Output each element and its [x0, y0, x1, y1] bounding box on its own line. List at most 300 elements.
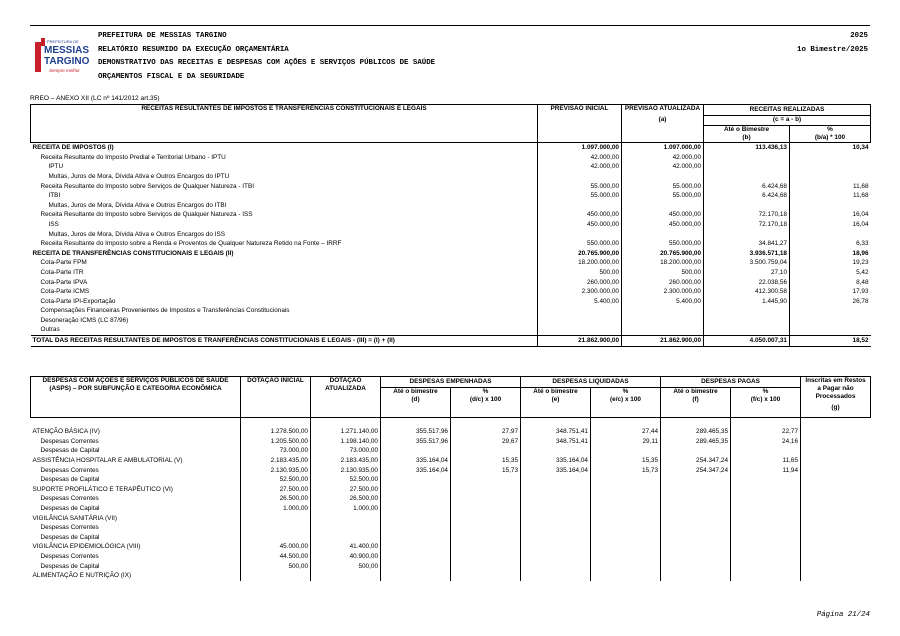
- receita-label: Outras: [40, 326, 60, 334]
- receita-total-ate: 4.050.007,31: [704, 336, 790, 347]
- page-number: Página 21/24: [816, 611, 870, 619]
- despesa-label: ASSISTÊNCIA HOSPITALAR E AMBULATORIAL (V): [32, 456, 183, 464]
- col-restos-a-pagar-label: Inscritas em Restos a Pagar não Processados: [805, 377, 866, 400]
- receita-row: [31, 191, 871, 201]
- despesa-empenhada-pct: [451, 533, 521, 543]
- despesa-restos-a-pagar: [801, 533, 871, 543]
- despesa-label: Despesas Correntes: [40, 437, 99, 445]
- receita-percent: [790, 316, 871, 326]
- despesa-empenhada: [381, 504, 451, 514]
- col-previsao-atualizada: [622, 105, 704, 143]
- despesa-empenhada: [381, 533, 451, 543]
- col-emp-ate: [381, 387, 451, 417]
- despesa-row: [31, 466, 871, 476]
- receita-previsao-inicial: 1.097.000,00: [538, 143, 622, 153]
- receita-previsao-atualizada: [622, 306, 704, 316]
- receita-row: [31, 182, 871, 192]
- svg-text:PREFEITURA DE: PREFEITURA DE: [47, 39, 79, 44]
- col-ate-bimestre: [704, 126, 790, 143]
- despesa-liquidada-pct: 15,73: [591, 466, 661, 476]
- despesa-dotacao-atualizada: 2.183.435,00: [311, 456, 381, 466]
- despesa-paga-pct: [731, 494, 801, 504]
- receita-row: [31, 316, 871, 326]
- receita-previsao-atualizada: 18.200.000,00: [622, 258, 704, 268]
- despesa-restos-a-pagar: [801, 542, 871, 552]
- col-liq-ate-key: (e): [551, 395, 560, 403]
- report-header: [30, 25, 870, 82]
- despesa-liquidada: [521, 514, 591, 524]
- despesa-empenhada: 335.164,04: [381, 456, 451, 466]
- receita-ate-bimestre: [704, 230, 790, 240]
- despesa-liquidada: 348.751,41: [521, 437, 591, 447]
- despesa-paga-pct: [731, 446, 801, 456]
- despesa-paga-pct: [731, 542, 801, 552]
- despesa-liquidada: [521, 542, 591, 552]
- despesa-liquidada: [521, 533, 591, 543]
- despesa-paga-pct: [731, 533, 801, 543]
- despesa-row: [31, 427, 871, 437]
- despesa-paga-pct: [731, 485, 801, 495]
- despesa-empenhada: [381, 571, 451, 581]
- receita-total-label: TOTAL DAS RECEITAS RESULTANTES DE IMPOSTOS E TRANFERÊNCIAS CONSTITUCIONAIS E LEGAIS - (III) = (I) + (II): [31, 336, 538, 347]
- receita-previsao-atualizada: 42.000,00: [622, 153, 704, 163]
- receita-percent: 18,96: [790, 249, 871, 259]
- despesa-liquidada-pct: 15,35: [591, 456, 661, 466]
- receita-percent: [790, 201, 871, 211]
- despesa-restos-a-pagar: [801, 446, 871, 456]
- despesa-dotacao-atualizada: 40.900,00: [311, 552, 381, 562]
- col-previsao-atualizada-key: (a): [658, 116, 667, 123]
- despesa-dotacao-atualizada: 41.400,00: [311, 542, 381, 552]
- receita-previsao-inicial: [538, 230, 622, 240]
- despesa-paga-pct: 22,77: [731, 427, 801, 437]
- despesa-dotacao-inicial: 44.500,00: [241, 552, 311, 562]
- receitas-col-title: RECEITAS RESULTANTES DE IMPOSTOS E TRANSFERÊNCIAS CONSTITUCIONAIS E LEGAIS: [31, 105, 538, 143]
- despesa-label: VIGILÂNCIA SANITÁRIA (VII): [32, 514, 118, 522]
- despesa-paga: [661, 494, 731, 504]
- receita-previsao-atualizada: 55.000,00: [622, 191, 704, 201]
- receita-previsao-inicial: 2.300.000,00: [538, 287, 622, 297]
- despesa-liquidada-pct: [591, 542, 661, 552]
- spacer-cell: [31, 417, 241, 427]
- receita-percent: 5,42: [790, 268, 871, 278]
- receita-row: [31, 278, 871, 288]
- receita-previsao-inicial: 55.000,00: [538, 182, 622, 192]
- despesa-label: Despesas de Capital: [40, 533, 100, 541]
- header-period: [797, 30, 868, 57]
- despesa-paga: 254.347,24: [661, 466, 731, 476]
- despesa-empenhada-pct: [451, 562, 521, 572]
- receita-percent: 19,23: [790, 258, 871, 268]
- despesa-restos-a-pagar: [801, 571, 871, 581]
- despesa-restos-a-pagar: [801, 494, 871, 504]
- receita-percent: [790, 325, 871, 335]
- receita-previsao-atualizada: 1.097.000,00: [622, 143, 704, 153]
- col-liq-pct-label: %: [622, 387, 629, 395]
- receita-label: Receita Resultante do Imposto sobre Serviços de Qualquer Natureza - ITBI: [40, 182, 254, 190]
- receitas-table: [30, 104, 871, 347]
- despesa-paga-pct: 24,16: [731, 437, 801, 447]
- despesa-row: [31, 571, 871, 581]
- despesa-paga: [661, 533, 731, 543]
- despesa-row: [31, 446, 871, 456]
- receita-row: [31, 162, 871, 172]
- col-pag-ate-label: Até o bimestre: [673, 387, 718, 395]
- header-line-1: PREFEITURA DE MESSIAS TARGINO: [98, 32, 227, 40]
- despesa-label: Despesas Correntes: [40, 552, 99, 560]
- receita-row: [31, 239, 871, 249]
- col-percent: [790, 126, 871, 143]
- despesa-empenhada-pct: [451, 475, 521, 485]
- receita-total-percent: 18,52: [790, 336, 871, 347]
- despesa-dotacao-inicial: 2.130.935,00: [241, 466, 311, 476]
- despesa-row: [31, 523, 871, 533]
- receita-ate-bimestre: 3.936.571,18: [704, 249, 790, 259]
- receita-percent: [790, 230, 871, 240]
- despesa-paga: [661, 475, 731, 485]
- despesa-empenhada: [381, 562, 451, 572]
- despesa-liquidada: [521, 446, 591, 456]
- col-receitas-realizadas: RECEITAS REALIZADAS: [704, 105, 871, 116]
- receita-previsao-atualizada: 450.000,00: [622, 220, 704, 230]
- header-year: 2025: [850, 32, 868, 40]
- despesa-empenhada: [381, 446, 451, 456]
- receita-row: [31, 325, 871, 335]
- col-pag-pct: [731, 387, 801, 417]
- despesa-dotacao-inicial: [241, 571, 311, 581]
- receita-row: [31, 172, 871, 182]
- receita-previsao-atualizada: [622, 316, 704, 326]
- despesa-paga-pct: [731, 514, 801, 524]
- despesa-empenhada-pct: [451, 514, 521, 524]
- receita-previsao-atualizada: 450.000,00: [622, 210, 704, 220]
- despesa-restos-a-pagar: [801, 475, 871, 485]
- despesa-dotacao-inicial: 1.000,00: [241, 504, 311, 514]
- despesa-empenhada-pct: [451, 552, 521, 562]
- despesa-empenhada: [381, 485, 451, 495]
- receita-label: ITBI: [48, 192, 61, 200]
- col-receitas-realizadas-formula: (c = a - b): [704, 115, 871, 126]
- receita-previsao-inicial: 42.000,00: [538, 162, 622, 172]
- receita-label: Receita Resultante do Imposto Predial e Territorial Urbano - IPTU: [40, 153, 226, 161]
- despesa-liquidada-pct: [591, 523, 661, 533]
- despesa-empenhada-pct: 15,35: [451, 456, 521, 466]
- despesa-row: [31, 485, 871, 495]
- municipality-logo: [33, 36, 91, 78]
- despesa-row: [31, 437, 871, 447]
- despesa-paga: [661, 562, 731, 572]
- despesa-liquidada-pct: [591, 562, 661, 572]
- col-restos-a-pagar: [801, 377, 871, 418]
- receita-row: [31, 210, 871, 220]
- receita-row: [31, 268, 871, 278]
- receita-label: RECEITA DE IMPOSTOS (I): [32, 144, 114, 152]
- despesa-dotacao-atualizada: 26.500,00: [311, 494, 381, 504]
- despesa-label: Despesas de Capital: [40, 447, 100, 455]
- header-line-4: ORÇAMENTOS FISCAL E DA SEGURIDADE: [98, 72, 245, 81]
- despesa-liquidada-pct: [591, 533, 661, 543]
- receita-label: RECEITA DE TRANSFERÊNCIAS CONSTITUCIONAIS E LEGAIS (II): [32, 249, 234, 257]
- spacer-cell: [241, 417, 311, 427]
- rreo-label: RREO – ANEXO XII (LC nº 141/2012 art.35): [30, 95, 160, 102]
- header-bimester: 1o Bimestre/2025: [797, 45, 868, 54]
- receita-previsao-atualizada: 550.000,00: [622, 239, 704, 249]
- despesa-dotacao-inicial: 52.500,00: [241, 475, 311, 485]
- despesa-row: [31, 504, 871, 514]
- col-emp-pct-key: (d/c) x 100: [469, 395, 502, 403]
- despesa-liquidada-pct: [591, 552, 661, 562]
- despesa-liquidada: [521, 504, 591, 514]
- col-previsao-inicial: PREVISÃO INICIAL: [538, 105, 622, 143]
- despesa-restos-a-pagar: [801, 562, 871, 572]
- despesa-dotacao-atualizada: 500,00: [311, 562, 381, 572]
- col-pag-ate: [661, 387, 731, 417]
- spacer-cell: [311, 417, 381, 427]
- receita-previsao-inicial: 5.400,00: [538, 297, 622, 307]
- spacer-cell: [661, 417, 731, 427]
- despesa-restos-a-pagar: [801, 456, 871, 466]
- despesas-col-title: DESPESAS COM AÇÕES E SERVIÇOS PÚBLICOS DE SAÚDE (ASPS) – POR SUBFUNÇÃO E CATEGORIA ECONÔMICA: [31, 377, 241, 418]
- despesa-paga: 289.465,35: [661, 427, 731, 437]
- despesa-paga: [661, 514, 731, 524]
- despesa-row: [31, 542, 871, 552]
- despesa-dotacao-atualizada: [311, 571, 381, 581]
- despesa-liquidada: 348.751,41: [521, 427, 591, 437]
- receita-row: [31, 249, 871, 259]
- col-dotacao-inicial: DOTAÇÃO INICIAL: [241, 377, 311, 418]
- receita-row: [31, 220, 871, 230]
- despesa-spacer-row: [31, 417, 871, 427]
- despesa-empenhada: [381, 514, 451, 524]
- receita-total-row: [31, 336, 871, 347]
- despesa-liquidada: [521, 562, 591, 572]
- despesa-paga-pct: 11,94: [731, 466, 801, 476]
- despesa-paga-pct: [731, 562, 801, 572]
- despesa-empenhada: [381, 552, 451, 562]
- despesa-dotacao-atualizada: 1.271.140,00: [311, 427, 381, 437]
- col-despesas-liquidadas: DESPESAS LIQUIDADAS: [521, 377, 661, 388]
- despesa-dotacao-atualizada: 27.500,00: [311, 485, 381, 495]
- receita-label: Cota-Parte ITR: [40, 268, 84, 276]
- receita-ate-bimestre: 6.424,68: [704, 182, 790, 192]
- despesa-liquidada-pct: [591, 446, 661, 456]
- despesa-paga-pct: [731, 475, 801, 485]
- receita-ate-bimestre: 6.424,68: [704, 191, 790, 201]
- despesa-empenhada-pct: [451, 485, 521, 495]
- despesa-row: [31, 533, 871, 543]
- despesa-empenhada: 355.517,96: [381, 437, 451, 447]
- header-line-2: RELATÓRIO RESUMIDO DA EXECUÇÃO ORÇAMENTÁRIA: [98, 45, 289, 54]
- despesa-dotacao-atualizada: [311, 533, 381, 543]
- receita-previsao-inicial: 42.000,00: [538, 153, 622, 163]
- receita-percent: 16,04: [790, 210, 871, 220]
- despesa-empenhada-pct: 27,97: [451, 427, 521, 437]
- receita-total-inicial: 21.862.900,00: [538, 336, 622, 347]
- despesas-table: [30, 376, 871, 581]
- despesa-empenhada-pct: 15,73: [451, 466, 521, 476]
- receita-previsao-inicial: 550.000,00: [538, 239, 622, 249]
- despesa-restos-a-pagar: [801, 504, 871, 514]
- despesa-dotacao-atualizada: 52.500,00: [311, 475, 381, 485]
- despesa-restos-a-pagar: [801, 427, 871, 437]
- despesa-paga-pct: [731, 523, 801, 533]
- despesa-liquidada-pct: [591, 494, 661, 504]
- despesa-liquidada-pct: [591, 514, 661, 524]
- receita-previsao-inicial: [538, 306, 622, 316]
- despesa-label: VIGILÂNCIA EPIDEMIOLÓGICA (VIII): [32, 543, 141, 551]
- receita-row: [31, 201, 871, 211]
- receita-ate-bimestre: 27,10: [704, 268, 790, 278]
- col-emp-pct: [451, 387, 521, 417]
- col-liq-pct-key: (e/c) x 100: [610, 395, 641, 403]
- despesa-paga: [661, 485, 731, 495]
- receita-row: [31, 143, 871, 153]
- despesa-dotacao-inicial: [241, 523, 311, 533]
- despesa-dotacao-inicial: 45.000,00: [241, 542, 311, 552]
- receita-percent: 16,04: [790, 220, 871, 230]
- col-liq-pct: [591, 387, 661, 417]
- despesa-dotacao-atualizada: 73.000,00: [311, 446, 381, 456]
- despesa-liquidada-pct: [591, 485, 661, 495]
- despesa-label: Despesas Correntes: [40, 495, 99, 503]
- despesa-row: [31, 494, 871, 504]
- despesa-dotacao-inicial: [241, 533, 311, 543]
- receita-previsao-inicial: [538, 172, 622, 182]
- despesa-liquidada-pct: [591, 504, 661, 514]
- receita-percent: 17,93: [790, 287, 871, 297]
- receita-row: [31, 306, 871, 316]
- despesa-paga-pct: [731, 571, 801, 581]
- despesa-dotacao-inicial: 27.500,00: [241, 485, 311, 495]
- despesa-paga: [661, 552, 731, 562]
- col-previsao-atualizada-label: PREVISÃO ATUALIZADA: [624, 105, 701, 112]
- col-percent-key: (b/a) * 100: [814, 134, 846, 142]
- despesa-row: [31, 456, 871, 466]
- despesa-dotacao-inicial: [241, 514, 311, 524]
- receita-ate-bimestre: [704, 201, 790, 211]
- despesa-dotacao-inicial: 1.278.500,00: [241, 427, 311, 437]
- despesa-empenhada: 335.164,04: [381, 466, 451, 476]
- despesa-empenhada-pct: [451, 446, 521, 456]
- despesa-empenhada-pct: [451, 494, 521, 504]
- despesa-paga: 254.347,24: [661, 456, 731, 466]
- despesa-empenhada-pct: [451, 542, 521, 552]
- despesa-label: Despesas Correntes: [40, 466, 99, 474]
- despesa-paga: [661, 504, 731, 514]
- receita-row: [31, 297, 871, 307]
- despesa-row: [31, 475, 871, 485]
- receita-label: Cota-Parte IPVA: [40, 278, 88, 286]
- despesa-label: Despesas de Capital: [40, 562, 100, 570]
- despesa-dotacao-atualizada: 1.198.140,00: [311, 437, 381, 447]
- receita-row: [31, 287, 871, 297]
- receita-previsao-atualizada: 20.765.900,00: [622, 249, 704, 259]
- col-despesas-empenhadas: DESPESAS EMPENHADAS: [381, 377, 521, 388]
- despesa-dotacao-inicial: 1.205.500,00: [241, 437, 311, 447]
- despesa-liquidada: [521, 571, 591, 581]
- receita-label: Compensações Financeiras Provenientes de Impostos e Transferências Constitucionais: [40, 307, 290, 315]
- receita-ate-bimestre: [704, 153, 790, 163]
- despesa-restos-a-pagar: [801, 552, 871, 562]
- despesa-empenhada: [381, 475, 451, 485]
- despesa-empenhada-pct: [451, 523, 521, 533]
- despesa-dotacao-atualizada: 1.000,00: [311, 504, 381, 514]
- despesa-liquidada: [521, 485, 591, 495]
- receita-label: Multas, Juros de Mora, Dívida Ativa e Outros Encargos do ITBI: [48, 201, 227, 209]
- despesa-liquidada-pct: 27,44: [591, 427, 661, 437]
- despesa-restos-a-pagar: [801, 437, 871, 447]
- receita-percent: [790, 153, 871, 163]
- receita-previsao-inicial: 450.000,00: [538, 210, 622, 220]
- despesa-paga: 289.465,35: [661, 437, 731, 447]
- receita-percent: [790, 162, 871, 172]
- receita-label: Cota-Parte FPM: [40, 259, 87, 267]
- despesa-paga-pct: 11,65: [731, 456, 801, 466]
- despesa-dotacao-inicial: 500,00: [241, 562, 311, 572]
- despesa-label: Despesas de Capital: [40, 476, 100, 484]
- receita-previsao-atualizada: [622, 172, 704, 182]
- spacer-cell: [731, 417, 801, 427]
- col-dotacao-atualizada: DOTAÇÃO ATUALIZADA: [311, 377, 381, 418]
- receita-ate-bimestre: 113.436,13: [704, 143, 790, 153]
- col-emp-ate-label: Até o bimestre: [393, 387, 438, 395]
- receita-ate-bimestre: [704, 162, 790, 172]
- spacer-cell: [801, 417, 871, 427]
- receita-previsao-inicial: 55.000,00: [538, 191, 622, 201]
- col-liq-ate: [521, 387, 591, 417]
- receita-previsao-atualizada: 5.400,00: [622, 297, 704, 307]
- despesa-label: ALIMENTAÇÃO E NUTRIÇÃO (IX): [32, 572, 132, 580]
- despesa-restos-a-pagar: [801, 514, 871, 524]
- receita-previsao-inicial: [538, 325, 622, 335]
- despesa-paga: [661, 523, 731, 533]
- receita-row: [31, 153, 871, 163]
- despesa-paga: [661, 571, 731, 581]
- col-percent-label: %: [827, 126, 833, 134]
- despesa-liquidada: 335.164,04: [521, 466, 591, 476]
- despesa-liquidada: [521, 523, 591, 533]
- receita-label: Multas, Juros de Mora, Dívida Ativa e Outros Encargos do IPTU: [48, 172, 230, 180]
- receita-label: Receita Resultante do Imposto sobre Serviços de Qualquer Natureza - ISS: [40, 211, 253, 219]
- receita-label: ISS: [48, 220, 59, 228]
- despesa-paga-pct: [731, 552, 801, 562]
- despesa-liquidada: [521, 552, 591, 562]
- col-liq-ate-label: Até o bimestre: [533, 387, 578, 395]
- receita-previsao-atualizada: 500,00: [622, 268, 704, 278]
- despesa-paga: [661, 446, 731, 456]
- receita-ate-bimestre: 3.500.759,04: [704, 258, 790, 268]
- receita-previsao-atualizada: 55.000,00: [622, 182, 704, 192]
- despesa-empenhada: [381, 494, 451, 504]
- despesa-label: SUPORTE PROFILÁTICO E TERAPÊUTICO (VI): [32, 485, 173, 493]
- receita-previsao-atualizada: [622, 201, 704, 211]
- despesa-dotacao-atualizada: 2.130.935,00: [311, 466, 381, 476]
- despesa-liquidada-pct: [591, 475, 661, 485]
- col-emp-pct-label: %: [482, 387, 489, 395]
- receita-previsao-inicial: 450.000,00: [538, 220, 622, 230]
- despesa-label: Despesas Correntes: [40, 524, 99, 532]
- receita-label: Cota-Parte ICMS: [40, 288, 90, 296]
- despesa-liquidada-pct: [591, 571, 661, 581]
- receita-ate-bimestre: [704, 325, 790, 335]
- despesa-restos-a-pagar: [801, 466, 871, 476]
- receita-previsao-atualizada: [622, 230, 704, 240]
- receita-ate-bimestre: [704, 172, 790, 182]
- receita-previsao-atualizada: [622, 325, 704, 335]
- col-despesas-pagas: DESPESAS PAGAS: [661, 377, 801, 388]
- receita-previsao-atualizada: 2.300.000,00: [622, 287, 704, 297]
- receita-label: Cota-Parte IPI-Exportação: [40, 297, 116, 305]
